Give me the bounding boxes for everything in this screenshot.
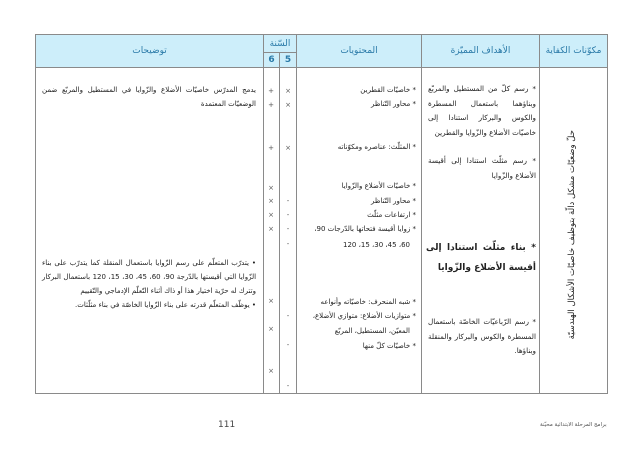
header-year-5: 5: [279, 52, 297, 68]
header-objectives: الأهداف المميّزة: [421, 34, 540, 68]
content-item: * محاور التّناظر: [371, 197, 416, 205]
content-item: * المثلّث: عناصره ومكوّناته: [337, 143, 416, 151]
mark-dash: -: [286, 197, 290, 205]
objective-4: * رسم الرّباعيّات الخاصّة باستعمال المسطرة والكوس والبركار والمنقلة وبناؤها.: [428, 317, 536, 355]
notes-cell: [35, 67, 264, 394]
mark-cross: ×: [285, 144, 291, 152]
mark-cross: ×: [285, 87, 291, 95]
mark-cross: ×: [268, 211, 274, 219]
mark-plus: +: [268, 87, 274, 95]
content-item: المعيّن، المستطيل، المربّع: [334, 327, 410, 335]
mark-cross: ×: [268, 325, 274, 333]
note-3: • يوظّف المتعلّم قدرته على بناء الزّوايا الخاصّة في بناء مثلّثات.: [75, 301, 256, 309]
mark-cross: ×: [268, 297, 274, 305]
objective-2: * رسم مثلّث استنادا إلى أقيسة الأضلاع والزّوايا: [428, 156, 536, 180]
note-2: • يتدرّب المتعلّم على رسم الزّوايا باستعمال المنقلة كما يتدرّب على بناء الزّوايا التي أقيستها بالدّرجة 90، 60، 45، 30، 15، 120 باستعمال البركار وتترك له حرّية اختيار هذا أو ذاك أثناء التّعلّم الإدماجي والتّقييم: [42, 259, 257, 295]
content-item: * متوازيات الأضلاع: متوازي الأضلاع،: [312, 312, 416, 320]
content-item: * خاصيّات الأضلاع والزّوايا: [341, 182, 416, 190]
header-competence: مكوّنات الكفاية: [539, 34, 608, 68]
header-contents: المحتويات: [296, 34, 422, 68]
header-notes: توضيحات: [35, 34, 264, 68]
content-item: * خاصيّات كلّ منها: [362, 342, 416, 350]
mark-plus: +: [268, 101, 274, 109]
header-year-6: 6: [263, 52, 280, 68]
content-item: * ارتفاعات مثلّث: [367, 211, 416, 219]
mark-dash: -: [286, 312, 290, 320]
mark-plus: +: [268, 144, 274, 152]
content-item: * زوايا أقيسة فتحاتها بالدّرجات 90،: [314, 225, 416, 233]
content-item: * محاور التّناظر: [371, 100, 416, 108]
mark-dash: -: [286, 341, 290, 349]
note-1: يدمج المدرّس خاصيّات الأضلاع والزّوايا في المستطيل والمربّع ضمن الوضعيّات المعتمدة: [42, 86, 256, 108]
page-number: 111: [218, 420, 236, 430]
mark-dash: -: [286, 240, 290, 248]
mark-cross: ×: [268, 367, 274, 375]
content-item: 60، 45، 30، 15، 120: [343, 241, 410, 249]
mark-cross: ×: [268, 184, 274, 192]
footer-source: برامج المرحلة الابتدائية محيّنة: [540, 422, 607, 428]
mark-dash: -: [286, 211, 290, 219]
mark-dash: -: [286, 225, 290, 233]
mark-cross: ×: [285, 101, 291, 109]
objective-3: * بناء مثلّث استنادا إلى أقيسة الأضلاع والزّوايا: [426, 243, 536, 273]
mark-cross: ×: [268, 197, 274, 205]
mark-cross: ×: [268, 225, 274, 233]
content-item: * خاصيّات القطرين: [360, 86, 416, 94]
mark-dash: -: [286, 382, 290, 390]
content-item: * شبه المنحرف: خاصيّاته وأنواعه: [320, 298, 416, 306]
competence-text: حلّ وضعيّات مشكل دالّة بتوظيف خاصيّات الأشكال الهندسيّة: [567, 130, 577, 340]
header-year: السّنة: [263, 34, 297, 53]
objective-1: * رسم كلّ من المستطيل والمربّع وبناؤهما باستعمال المسطرة والكوس والبركار استنادا إلى خاصيّات الأضلاع والزّوايا والقطرين: [428, 84, 536, 137]
